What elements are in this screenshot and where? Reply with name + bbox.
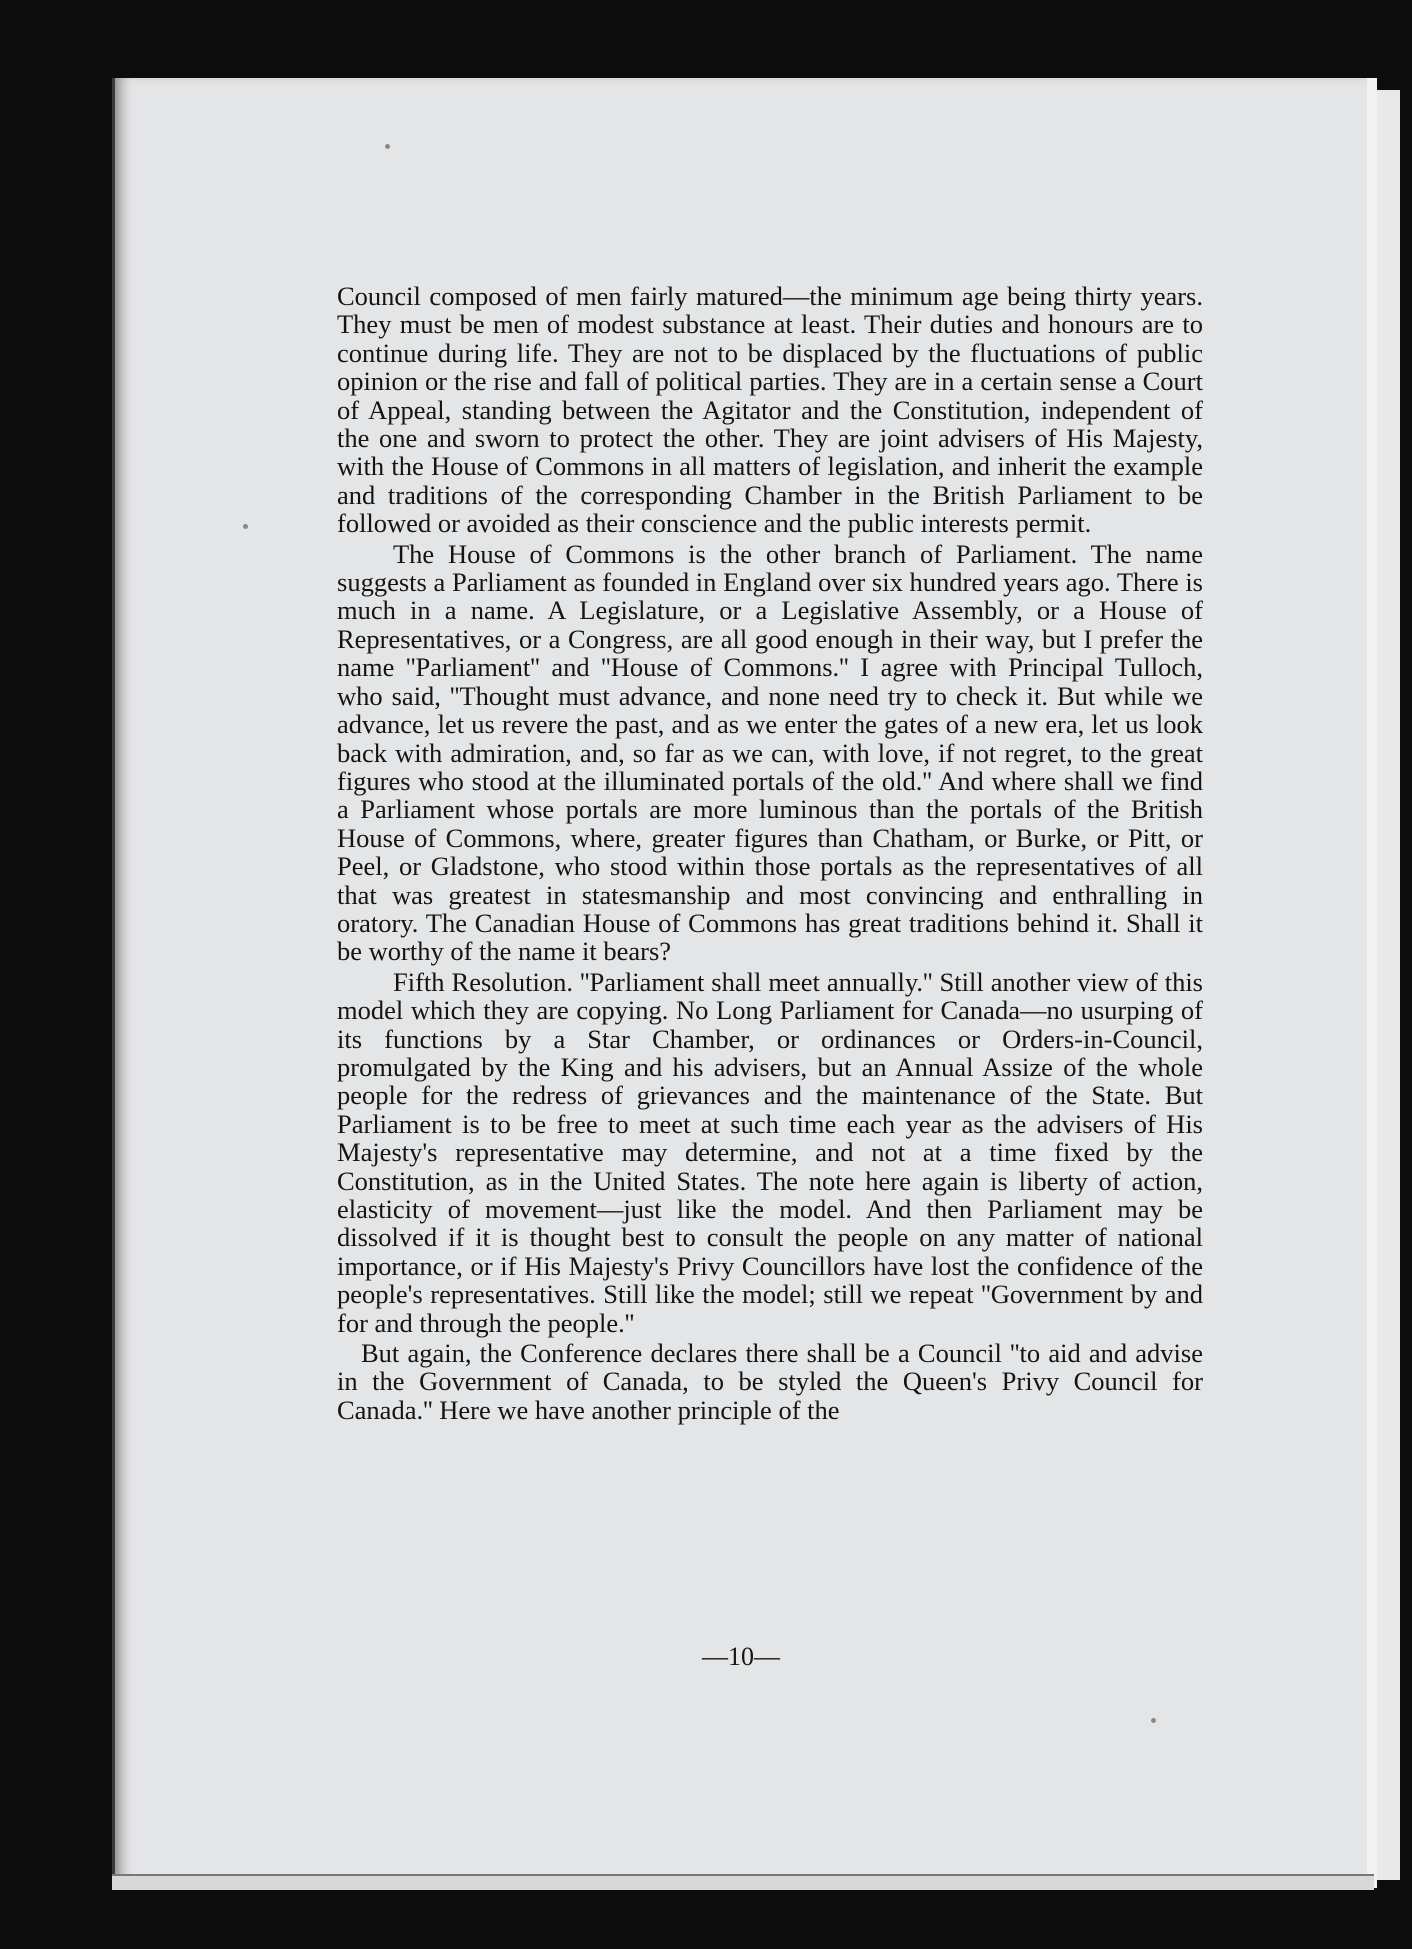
document-page bbox=[112, 78, 1367, 1888]
body-text bbox=[337, 282, 1203, 1426]
paragraph-2: The House of Commons is the other branch of Parliament. The name suggests a Parliament as founded in England over six hundred years ago. There is much in a name. A Legislature, or a Legislative Assembly, or a House of Representatives, or a Congress, are all good enough in their way, but I prefer the name ''Parliament'' and ''House of Commons.'' I agree with Principal Tulloch, who said, ''Thought must advance, and none need try to check it. But while we advance, let us revere the past, and as we enter the gates of a new era, let us look back with admiration, and, so far as we can, with love, if not regret, to the great figures who stood at the illuminated portals of the old.'' And where shall we find a Parliament whose portals are more luminous than the portals of the British House of Commons, where, greater figures than Chatham, or Burke, or Pitt, or Peel, or Gladstone, who stood within those portals as the representatives of all that was greatest in statesmanship and most convincing and enthralling in oratory. The Canadian House of Commons has great traditions behind it. Shall it be worthy of the name it bears? bbox=[337, 538, 1203, 967]
dust-speck bbox=[385, 144, 390, 149]
dust-speck bbox=[1151, 1718, 1156, 1723]
dust-speck bbox=[243, 524, 248, 529]
paragraph-1: Council composed of men fairly matured—the minimum age being thirty years. They must be men of modest substance at least. Their duties and honours are to continue during life. They are not to be displaced by the fluctuations of public opinion or the rise and fall of political parties. They are in a certain sense a Court of Appeal, standing between the Agitator and the Constitution, independent of the one and sworn to protect the other. They are joint advisers of His Majesty, with the House of Commons in all matters of legislation, and inherit the example and traditions of the corresponding Chamber in the British Parliament to be followed or avoided as their conscience and the public interests permit. bbox=[337, 281, 1203, 539]
paragraph-4: But again, the Conference declares there shall be a Council ''to aid and advise in the Government of Canada, to be styled the Queen's Privy Council for Canada.'' Here we have another principle of the bbox=[337, 1338, 1203, 1425]
paragraph-3: Fifth Resolution. ''Parliament shall meet annually.'' Still another view of this model which they are copying. No Long Parliament for Canada—no usurping of its functions by a Star Chamber, or ordinances or Orders-in-Council, promulgated by the King and his advisers, but an Annual Assize of the whole people for the redress of grievances and the maintenance of the State. But Parliament is to be free to meet at such time each year as the advisers of His Majesty's representative may determine, and not at a time fixed by the Constitution, as in the United States. The note here again is liberty of action, elasticity of movement—just like the model. And then Parliament may be dissolved if it is thought best to consult the people on any matter of national importance, or if His Majesty's Privy Councillors have lost the confidence of the people's representatives. Still like the model; still we repeat ''Government by and for and through the people.'' bbox=[337, 966, 1203, 1338]
page-edge-back bbox=[1374, 90, 1400, 1880]
page-edge-bottom bbox=[112, 1874, 1374, 1890]
page-number: —10— bbox=[702, 1642, 780, 1671]
